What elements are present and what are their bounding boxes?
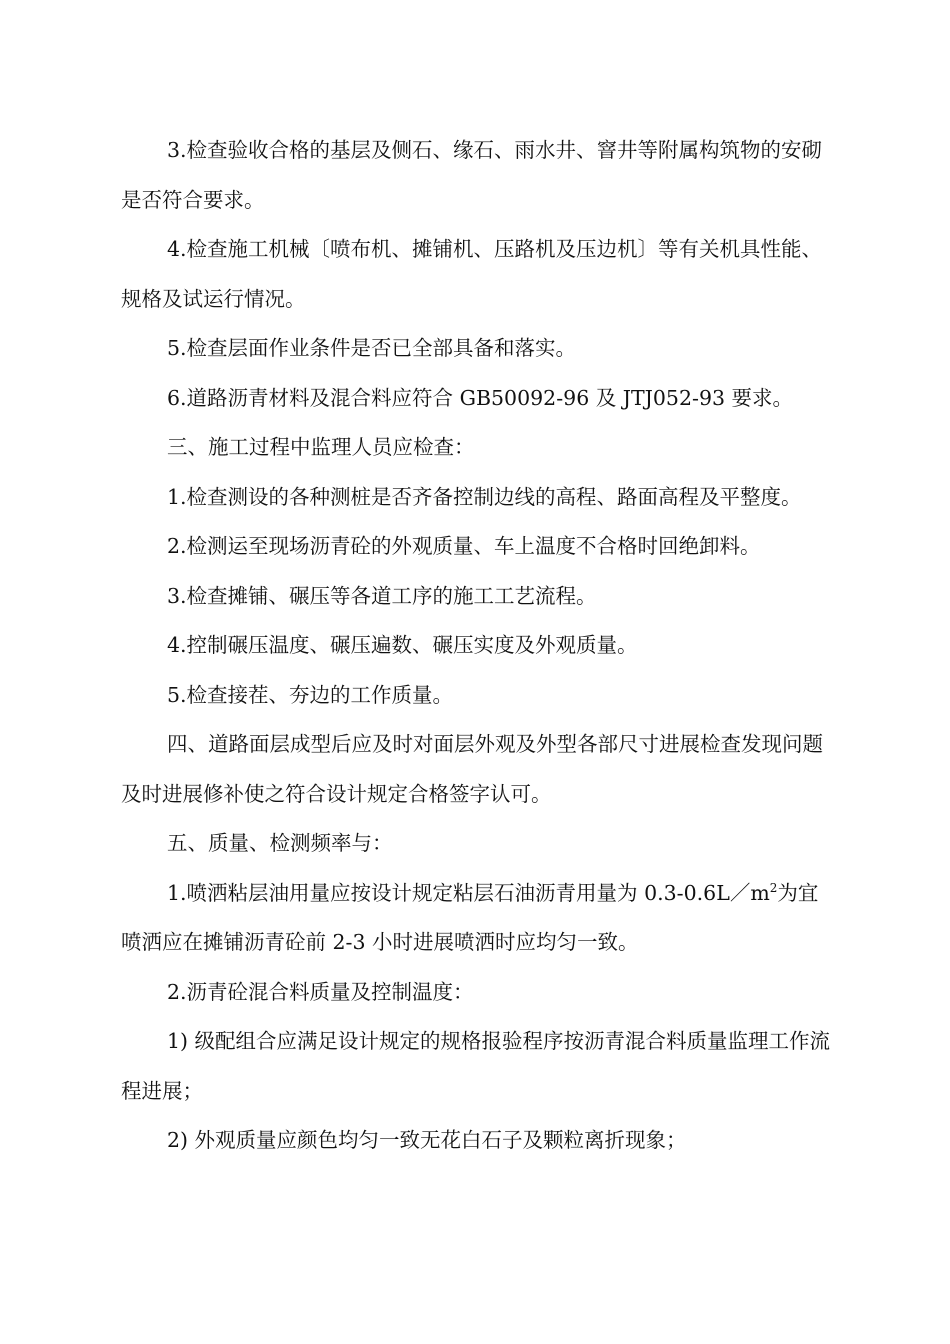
paragraph-check-machinery: 4.检查施工机械〔喷布机、摊铺机、压路机及压边机〕等有关机具性能、规格及试运行情况。 [121, 237, 823, 311]
paragraph-control-compaction: 4.控制碾压温度、碾压遍数、碾压实度及外观质量。 [167, 633, 638, 657]
paragraph-check-asphalt-delivery: 2.检测运至现场沥青砼的外观质量、车上温度不合格时回绝卸料。 [167, 534, 761, 558]
section-heading-surface-inspection: 四、道路面层成型后应及时对面层外观及外型各部尺寸进展检查发现问题及时进展修补使之符合设计规定合格签字认可。 [121, 732, 823, 806]
section-heading-construction-inspection: 三、施工过程中监理人员应检查： [167, 435, 475, 459]
paragraph-mixture-temperature: 2.沥青砼混合料质量及控制温度： [167, 979, 474, 1004]
tack-coat-text-after: 为宜喷洒应在摊铺沥青砼前 2-3 小时进展喷洒时应均匀一致。 [121, 880, 819, 954]
paragraph-check-work-conditions: 5.检查层面作业条件是否已全部具备和落实。 [167, 336, 577, 360]
paragraph-check-survey-stakes: 1.检查测设的各种测桩是否齐备控制边线的高程、路面高程及平整度。 [167, 484, 802, 509]
paragraph-check-base-layer: 3.检查验收合格的基层及侧石、缘石、雨水井、窨井等附属构筑物的安砌是否符合要求。 [121, 138, 823, 212]
paragraph-tack-coat-spraying [121, 869, 833, 968]
paragraph-check-joints: 5.检查接茬、夯边的工作质量。 [167, 682, 454, 707]
tack-coat-text-before: 1.喷洒粘层油用量应按设计规定粘层石油沥青用量为 0.3-0.6L／m [167, 880, 770, 905]
paragraph-check-process: 3.检查摊铺、碾压等各道工序的施工工艺流程。 [167, 583, 597, 608]
document-body [121, 126, 833, 1166]
paragraph-appearance-quality: 2) 外观质量应颜色均匀一致无花白石子及颗粒离折现象； [167, 1128, 687, 1152]
section-heading-quality-frequency: 五、质量、检测频率与： [167, 831, 393, 855]
square-meter-superscript: 2 [769, 880, 778, 895]
paragraph-asphalt-standards: 6.道路沥青材料及混合料应符合 GB50092-96 及 JTJ052-93 要求。 [167, 385, 794, 410]
paragraph-gradation-requirement: 1) 级配组合应满足设计规定的规格报验程序按沥青混合料质量监理工作流程进展； [121, 1029, 831, 1103]
